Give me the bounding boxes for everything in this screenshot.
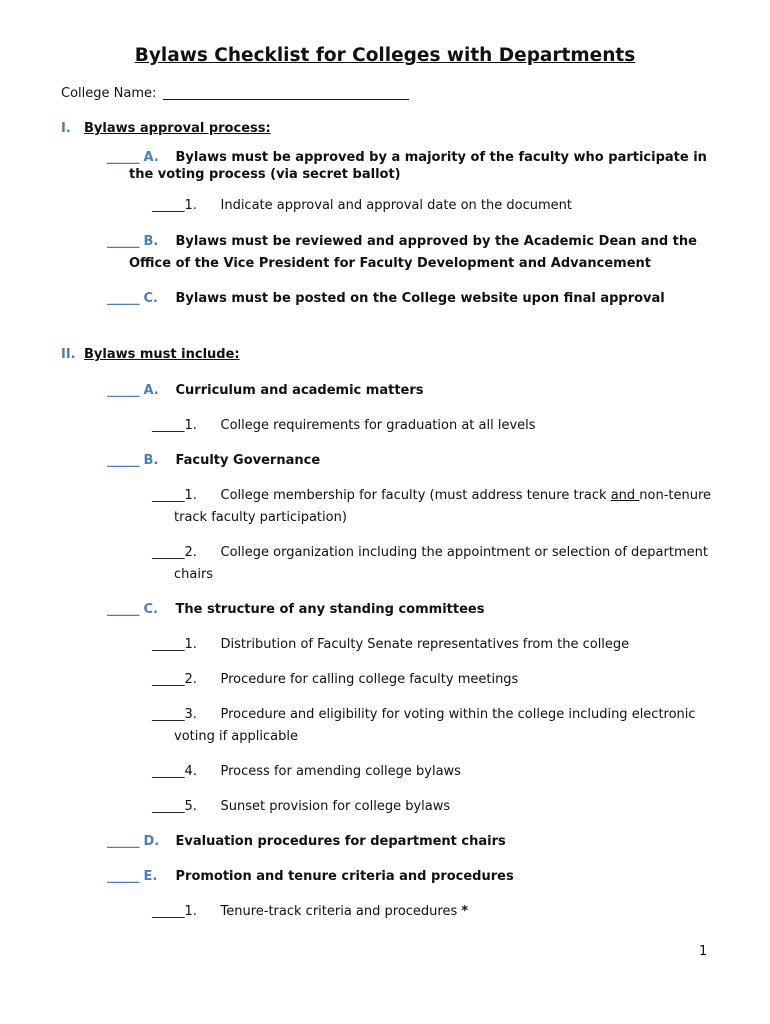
subitem-text: College organization including the appointment or selection of department	[220, 545, 708, 560]
college-name-row	[61, 85, 409, 101]
check-blank: _____	[152, 418, 185, 433]
item-text: Bylaws must be reviewed and approved by the Academic Dean and the	[175, 234, 697, 249]
check-blank: _____	[107, 869, 140, 884]
checklist-item-i-c	[107, 290, 665, 308]
item-letter: E.	[143, 869, 158, 884]
item-text: Evaluation procedures for department chairs	[175, 834, 506, 849]
checklist-subitem-ii-b-2	[152, 544, 708, 562]
check-blank: _____	[107, 453, 140, 468]
check-blank: _____	[152, 764, 185, 779]
subitem-number: 1.	[184, 418, 197, 433]
item-text: Bylaws must be approved by a majority of the faculty who participate in	[175, 150, 707, 165]
check-blank: _____	[152, 488, 185, 503]
section-number: II.	[61, 347, 76, 362]
subitem-text: College membership for faculty (must address tenure track	[220, 488, 611, 503]
check-blank: _____	[107, 234, 140, 249]
subitem-text: Tenure-track criteria and procedures	[220, 904, 458, 919]
check-blank: _____	[152, 707, 185, 722]
section-number: I.	[61, 121, 71, 136]
subitem-number: 1.	[184, 904, 197, 919]
subitem-text-underlined: and	[610, 488, 640, 503]
check-blank: _____	[107, 150, 140, 165]
subitem-text-continued: voting if applicable	[174, 729, 298, 744]
subitem-text: Distribution of Faculty Senate representatives from the college	[220, 637, 630, 652]
checklist-subitem-ii-b-1	[152, 487, 711, 505]
item-letter: C.	[143, 602, 158, 617]
check-blank: _____	[152, 672, 185, 687]
subitem-text: Process for amending college bylaws	[220, 764, 461, 779]
item-text-continued: the voting process (via secret ballot)	[129, 167, 401, 182]
subitem-text: Indicate approval and approval date on the document	[220, 198, 572, 213]
item-text: The structure of any standing committees	[175, 602, 485, 617]
checklist-item-ii-a	[107, 382, 424, 400]
item-letter: B.	[143, 234, 159, 249]
checklist-subitem-ii-c-1	[152, 636, 629, 654]
subitem-number: 3.	[184, 707, 197, 722]
checklist-subitem-ii-c-4	[152, 763, 461, 781]
checklist-item-i-b	[107, 233, 697, 251]
subitem-number: 2.	[184, 545, 197, 560]
checklist-item-ii-e	[107, 868, 514, 886]
item-letter: A.	[143, 383, 159, 398]
check-blank: _____	[107, 291, 140, 306]
checklist-item-i-a	[107, 149, 707, 167]
item-text: Curriculum and academic matters	[175, 383, 424, 398]
check-blank: _____	[107, 383, 140, 398]
section-heading-ii	[61, 347, 240, 362]
check-blank: _____	[152, 198, 185, 213]
subitem-text: Sunset provision for college bylaws	[220, 799, 451, 814]
item-text: Bylaws must be posted on the College website upon final approval	[175, 291, 665, 306]
checklist-subitem-ii-c-5	[152, 798, 450, 816]
item-letter: B.	[143, 453, 159, 468]
subitem-number: 1.	[184, 488, 197, 503]
section-title: Bylaws must include:	[84, 347, 240, 362]
check-blank: _____	[107, 834, 140, 849]
check-blank: _____	[107, 602, 140, 617]
item-text: Promotion and tenure criteria and procedures	[175, 869, 514, 884]
checklist-subitem-ii-c-3	[152, 706, 696, 724]
asterisk-mark: *	[461, 904, 469, 919]
checklist-subitem-ii-a-1	[152, 417, 536, 435]
check-blank: _____	[152, 904, 185, 919]
subitem-number: 1.	[184, 637, 197, 652]
subitem-number: 5.	[184, 799, 197, 814]
section-heading-i	[61, 121, 271, 136]
subitem-number: 4.	[184, 764, 197, 779]
college-name-blank	[163, 85, 409, 100]
section-title: Bylaws approval process:	[84, 121, 271, 136]
item-text-continued: Office of the Vice President for Faculty Development and Advancement	[129, 256, 652, 271]
subitem-number: 2.	[184, 672, 197, 687]
college-name-label: College Name:	[61, 86, 157, 101]
check-blank: _____	[152, 637, 185, 652]
item-letter: C.	[143, 291, 158, 306]
checklist-subitem-i-a-1	[152, 197, 572, 215]
item-letter: D.	[143, 834, 160, 849]
item-text: Faculty Governance	[175, 453, 321, 468]
subitem-text-continued: chairs	[174, 567, 214, 582]
checklist-subitem-ii-e-1	[152, 903, 468, 921]
subitem-text: Procedure and eligibility for voting within the college including electronic	[220, 707, 696, 722]
subitem-text-continued: track faculty participation)	[174, 510, 347, 525]
subitem-text: Procedure for calling college faculty meetings	[220, 672, 519, 687]
subitem-text: College requirements for graduation at all levels	[220, 418, 536, 433]
check-blank: _____	[152, 545, 185, 560]
checklist-item-ii-c	[107, 601, 484, 619]
subitem-text-end: non-tenure	[639, 488, 712, 503]
subitem-number: 1.	[184, 198, 197, 213]
document-title: Bylaws Checklist for Colleges with Departments	[134, 45, 636, 66]
page-number: 1	[699, 944, 708, 959]
item-letter: A.	[143, 150, 159, 165]
check-blank: _____	[152, 799, 185, 814]
checklist-item-ii-d	[107, 833, 506, 851]
checklist-subitem-ii-c-2	[152, 671, 518, 689]
checklist-item-ii-b	[107, 452, 320, 470]
